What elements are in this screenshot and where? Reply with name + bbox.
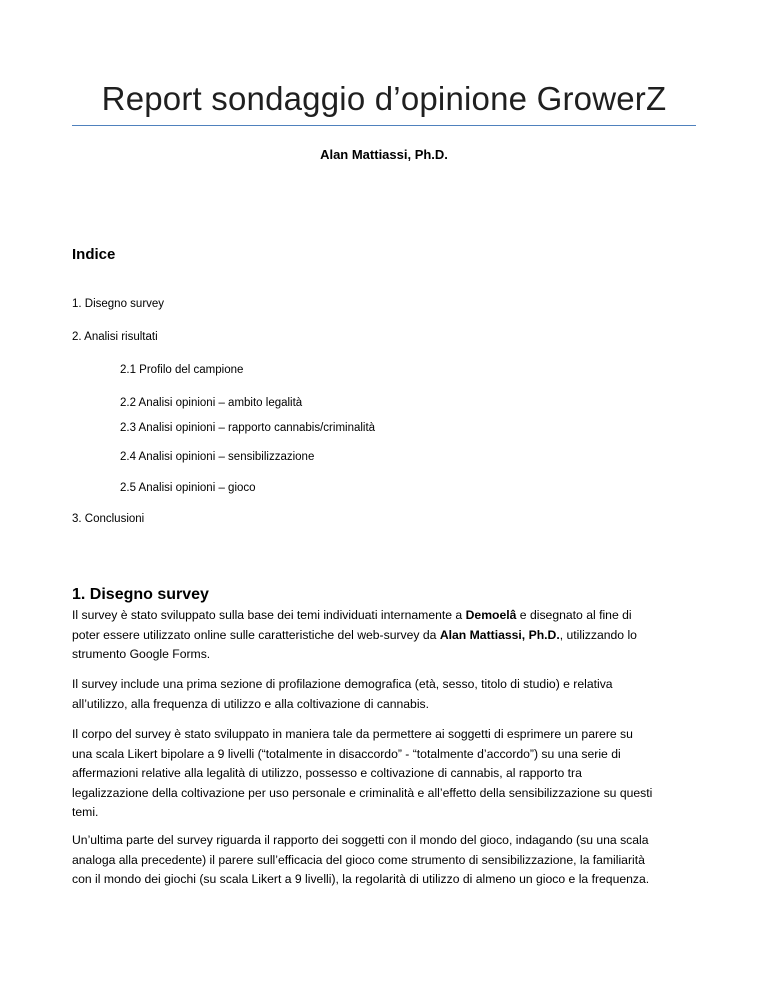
author-name: Alan Mattiassi, Ph.D. [320, 147, 448, 162]
paragraph-gioco [72, 831, 702, 890]
paragraph-line: Un’ultima parte del survey riguarda il rapporto dei soggetti con il mondo del gioco, indagando (su una scala [72, 833, 649, 847]
author-reference: Alan Mattiassi, Ph.D. [439, 627, 560, 642]
document-title: Report sondaggio d’opinione GrowerZ [101, 80, 667, 117]
organization-name: Demoelâ [465, 608, 517, 622]
toc-item-profilo-campione: 2.1 Profilo del campione [120, 364, 244, 376]
paragraph-line: Il survey include una prima sezione di profilazione demografica (età, sesso, titolo di studio) e relativa [72, 677, 613, 691]
paragraph-profilazione [72, 675, 702, 714]
paragraph-line: Il corpo del survey è stato sviluppato in maniera tale da permettere ai soggetti di esprimere un parere su [72, 727, 633, 741]
paragraph-corpo-survey [72, 725, 702, 823]
paragraph-line: temi. [72, 805, 99, 819]
paragraph-line: con il mondo dei giochi (su scala Likert a 9 livelli), la regolarità di utilizzo di almeno un gioco e la frequenza. [72, 872, 650, 886]
paragraph-line: strumento Google Forms. [72, 647, 211, 661]
title-underline [72, 125, 696, 126]
paragraph-line: all’utilizzo, alla frequenza di utilizzo e alla coltivazione di cannabis. [72, 696, 430, 711]
toc-item-sensibilizzazione: 2.4 Analisi opinioni – sensibilizzazione [120, 451, 315, 463]
toc-item-conclusioni: 3. Conclusioni [72, 513, 145, 525]
toc-item-analisi-risultati: 2. Analisi risultati [72, 331, 158, 343]
section-heading-disegno-survey: 1. Disegno survey [72, 586, 209, 603]
toc-item-ambito-legalita: 2.2 Analisi opinioni – ambito legalità [120, 397, 303, 409]
paragraph-line: Il survey è stato sviluppato sulla base dei temi individuati internamente a Demoelâ e disegnato al fine di [72, 608, 632, 622]
toc-item-cannabis-criminalita: 2.3 Analisi opinioni – rapporto cannabis/criminalità [120, 422, 376, 434]
toc-item-disegno-survey: 1. Disegno survey [72, 298, 165, 310]
paragraph-intro [72, 606, 702, 665]
paragraph-line: analoga alla precedente) il parere sull’efficacia del gioco come strumento di sensibilizzazione, la familiarità [72, 852, 645, 867]
paragraph-line: poter essere utilizzato online sulle caratteristiche del web-survey da Alan Mattiassi, Ph.D., utilizzando lo [72, 627, 637, 642]
paragraph-line: una scala Likert bipolare a 9 livelli (“totalmente in disaccordo” - “totalmente d’accordo”) su una serie di [72, 746, 621, 761]
paragraph-line: affermazioni relative alla legalità di utilizzo, possesso e coltivazione di cannabis, al rapporto tra [72, 766, 582, 780]
toc-heading: Indice [72, 246, 116, 263]
paragraph-line: legalizzazione della coltivazione per uso personale e criminalità e all’effetto della sensibilizzazione su questi [72, 785, 653, 800]
toc-item-gioco: 2.5 Analisi opinioni – gioco [120, 482, 256, 494]
